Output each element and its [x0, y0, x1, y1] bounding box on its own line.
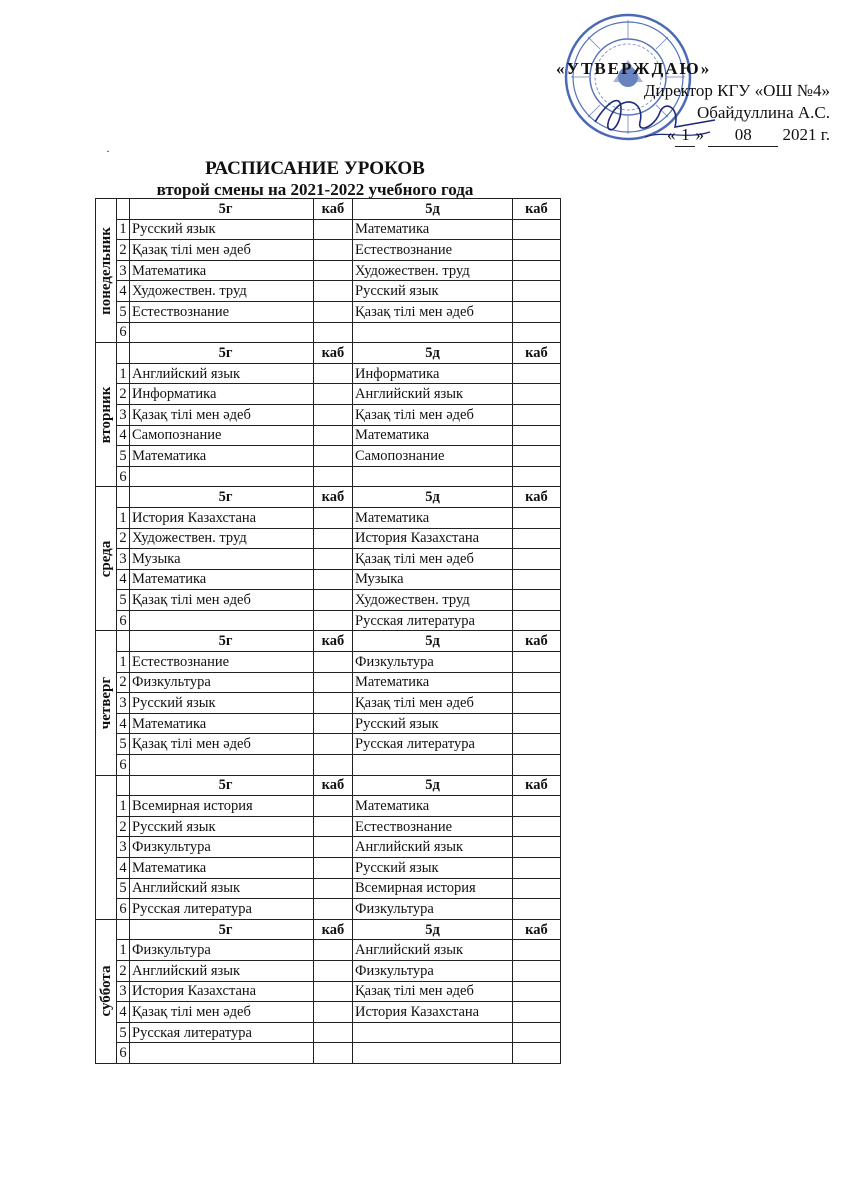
- subject-5g: Қазақ тілі мен әдеб: [130, 240, 314, 261]
- lesson-number: 1: [117, 652, 130, 673]
- lesson-row: [96, 507, 561, 528]
- subject-5g: Художествен. труд: [130, 528, 314, 549]
- room-5d: [513, 507, 561, 528]
- day-name: среда: [98, 540, 114, 578]
- room-5g: [314, 466, 353, 487]
- subject-5d: [353, 1022, 513, 1043]
- lesson-row: [96, 384, 561, 405]
- header-class-5g: 5г: [130, 919, 314, 940]
- subject-5d: Математика: [353, 796, 513, 817]
- room-5d: [513, 610, 561, 631]
- lesson-number: 2: [117, 816, 130, 837]
- approval-date: [540, 124, 830, 147]
- room-5d: [513, 404, 561, 425]
- header-kab-5d: каб: [513, 919, 561, 940]
- subject-5g: Русский язык: [130, 693, 314, 714]
- room-5g: [314, 796, 353, 817]
- header-class-5g: 5г: [130, 775, 314, 796]
- title-line-2: второй смены на 2021-2022 учебного года: [156, 180, 474, 199]
- header-num: [117, 343, 130, 364]
- subject-5d: Математика: [353, 507, 513, 528]
- header-kab-5d: каб: [513, 487, 561, 508]
- lesson-row: [96, 652, 561, 673]
- subject-5d: Қазақ тілі мен әдеб: [353, 301, 513, 322]
- day-header-row: [96, 199, 561, 220]
- room-5g: [314, 1002, 353, 1023]
- lesson-number: 2: [117, 672, 130, 693]
- lesson-number: 6: [117, 466, 130, 487]
- lesson-row: [96, 878, 561, 899]
- subject-5g: Физкультура: [130, 837, 314, 858]
- approval-block: [540, 58, 830, 147]
- lesson-row: [96, 899, 561, 920]
- room-5g: [314, 219, 353, 240]
- lesson-number: 3: [117, 981, 130, 1002]
- day-name: четверг: [98, 676, 114, 730]
- room-5g: [314, 549, 353, 570]
- room-5d: [513, 693, 561, 714]
- room-5g: [314, 878, 353, 899]
- subject-5g: Русская литература: [130, 899, 314, 920]
- subject-5d: Қазақ тілі мен әдеб: [353, 981, 513, 1002]
- subject-5g: Информатика: [130, 384, 314, 405]
- header-kab-5g: каб: [314, 199, 353, 220]
- subject-5d: Музыка: [353, 569, 513, 590]
- lesson-row: [96, 466, 561, 487]
- subject-5g: История Казахстана: [130, 507, 314, 528]
- lesson-row: [96, 219, 561, 240]
- lesson-row: [96, 816, 561, 837]
- subject-5g: Русский язык: [130, 816, 314, 837]
- subject-5g: Русский язык: [130, 219, 314, 240]
- subject-5d: Всемирная история: [353, 878, 513, 899]
- header-class-5d: 5д: [353, 487, 513, 508]
- lesson-number: 4: [117, 1002, 130, 1023]
- header-num: [117, 919, 130, 940]
- room-5d: [513, 590, 561, 611]
- lesson-number: 1: [117, 507, 130, 528]
- room-5d: [513, 384, 561, 405]
- room-5g: [314, 528, 353, 549]
- lesson-number: 5: [117, 446, 130, 467]
- room-5d: [513, 981, 561, 1002]
- lesson-number: 6: [117, 322, 130, 343]
- director-name: Обайдуллина А.С.: [696, 103, 830, 122]
- room-5d: [513, 1043, 561, 1064]
- date-quote-open: «: [666, 125, 676, 144]
- lesson-row: [96, 446, 561, 467]
- subject-5d: Самопознание: [353, 446, 513, 467]
- room-5d: [513, 652, 561, 673]
- lesson-row: [96, 981, 561, 1002]
- lesson-row: [96, 404, 561, 425]
- header-kab-5g: каб: [314, 343, 353, 364]
- room-5d: [513, 240, 561, 261]
- lesson-number: 6: [117, 1043, 130, 1064]
- subject-5g: Английский язык: [130, 878, 314, 899]
- header-class-5d: 5д: [353, 199, 513, 220]
- day-label-cell: [96, 343, 117, 487]
- room-5g: [314, 755, 353, 776]
- room-5g: [314, 301, 353, 322]
- subject-5d: Естествознание: [353, 816, 513, 837]
- room-5g: [314, 446, 353, 467]
- subject-5g: Математика: [130, 569, 314, 590]
- day-label-cell: [96, 631, 117, 775]
- room-5g: [314, 652, 353, 673]
- room-5d: [513, 219, 561, 240]
- room-5d: [513, 446, 561, 467]
- date-day: 1: [675, 124, 695, 147]
- lesson-number: 2: [117, 240, 130, 261]
- header-class-5d: 5д: [353, 343, 513, 364]
- subject-5d: История Казахстана: [353, 1002, 513, 1023]
- room-5d: [513, 837, 561, 858]
- room-5d: [513, 672, 561, 693]
- room-5d: [513, 713, 561, 734]
- room-5d: [513, 755, 561, 776]
- lesson-number: 2: [117, 528, 130, 549]
- subject-5d: Қазақ тілі мен әдеб: [353, 404, 513, 425]
- room-5d: [513, 322, 561, 343]
- lesson-number: 5: [117, 301, 130, 322]
- room-5g: [314, 281, 353, 302]
- lesson-number: 2: [117, 384, 130, 405]
- subject-5g: Математика: [130, 446, 314, 467]
- room-5d: [513, 960, 561, 981]
- date-quote-close: »: [695, 125, 704, 144]
- subject-5g: Қазақ тілі мен әдеб: [130, 734, 314, 755]
- subject-5d: [353, 755, 513, 776]
- lesson-number: 3: [117, 549, 130, 570]
- subject-5g: Английский язык: [130, 363, 314, 384]
- room-5d: [513, 281, 561, 302]
- room-5d: [513, 940, 561, 961]
- lesson-number: 1: [117, 363, 130, 384]
- subject-5g: Английский язык: [130, 960, 314, 981]
- subject-5g: История Казахстана: [130, 981, 314, 1002]
- lesson-number: 6: [117, 755, 130, 776]
- subject-5g: Физкультура: [130, 940, 314, 961]
- day-label-cell: [96, 775, 117, 919]
- lesson-row: [96, 240, 561, 261]
- header-kab-5d: каб: [513, 343, 561, 364]
- header-kab-5g: каб: [314, 919, 353, 940]
- room-5g: [314, 713, 353, 734]
- day-header-row: [96, 631, 561, 652]
- lesson-number: 2: [117, 960, 130, 981]
- lesson-row: [96, 590, 561, 611]
- room-5g: [314, 960, 353, 981]
- lesson-row: [96, 528, 561, 549]
- date-year: 2021 г.: [782, 125, 830, 144]
- day-name: суббота: [98, 965, 114, 1017]
- lesson-number: 6: [117, 899, 130, 920]
- lesson-row: [96, 796, 561, 817]
- lesson-row: [96, 858, 561, 879]
- subject-5d: [353, 1043, 513, 1064]
- room-5g: [314, 1043, 353, 1064]
- subject-5g: Всемирная история: [130, 796, 314, 817]
- subject-5d: Русский язык: [353, 713, 513, 734]
- header-kab-5d: каб: [513, 775, 561, 796]
- header-class-5d: 5д: [353, 775, 513, 796]
- title-line-1: РАСПИСАНИЕ УРОКОВ: [205, 158, 425, 179]
- room-5g: [314, 693, 353, 714]
- subject-5g: Музыка: [130, 549, 314, 570]
- subject-5d: Художествен. труд: [353, 260, 513, 281]
- lesson-number: 6: [117, 610, 130, 631]
- date-month: 08: [708, 124, 778, 147]
- day-label-cell: [96, 487, 117, 631]
- room-5g: [314, 940, 353, 961]
- header-kab-5d: каб: [513, 631, 561, 652]
- lesson-row: [96, 301, 561, 322]
- lesson-row: [96, 1043, 561, 1064]
- subject-5d: История Казахстана: [353, 528, 513, 549]
- lesson-row: [96, 260, 561, 281]
- subject-5d: Қазақ тілі мен әдеб: [353, 549, 513, 570]
- room-5g: [314, 507, 353, 528]
- lesson-number: 3: [117, 693, 130, 714]
- lesson-number: 1: [117, 219, 130, 240]
- subject-5d: Физкультура: [353, 899, 513, 920]
- subject-5d: [353, 466, 513, 487]
- room-5d: [513, 1002, 561, 1023]
- lesson-row: [96, 549, 561, 570]
- room-5d: [513, 260, 561, 281]
- room-5g: [314, 899, 353, 920]
- subject-5g: Естествознание: [130, 652, 314, 673]
- subject-5d: Информатика: [353, 363, 513, 384]
- room-5d: [513, 878, 561, 899]
- lesson-number: 4: [117, 569, 130, 590]
- header-class-5g: 5г: [130, 343, 314, 364]
- lesson-row: [96, 610, 561, 631]
- subject-5g: Самопознание: [130, 425, 314, 446]
- header-class-5d: 5д: [353, 631, 513, 652]
- subject-5g: Естествознание: [130, 301, 314, 322]
- subject-5g: Физкультура: [130, 672, 314, 693]
- room-5g: [314, 672, 353, 693]
- room-5g: [314, 425, 353, 446]
- lesson-row: [96, 425, 561, 446]
- lesson-number: 4: [117, 425, 130, 446]
- subject-5d: Математика: [353, 672, 513, 693]
- subject-5d: Русский язык: [353, 281, 513, 302]
- header-class-5g: 5г: [130, 199, 314, 220]
- lesson-number: 3: [117, 404, 130, 425]
- subject-5g: Математика: [130, 858, 314, 879]
- room-5g: [314, 322, 353, 343]
- lesson-row: [96, 755, 561, 776]
- header-class-5d: 5д: [353, 919, 513, 940]
- lesson-row: [96, 1002, 561, 1023]
- day-name: вторник: [98, 386, 114, 444]
- room-5d: [513, 466, 561, 487]
- room-5d: [513, 528, 561, 549]
- lesson-row: [96, 1022, 561, 1043]
- lesson-number: 1: [117, 796, 130, 817]
- room-5g: [314, 569, 353, 590]
- subject-5d: Математика: [353, 425, 513, 446]
- approval-heading: «УТВЕРЖДАЮ»: [556, 59, 712, 78]
- stray-mark: ·: [106, 144, 110, 158]
- header-num: [117, 199, 130, 220]
- room-5d: [513, 816, 561, 837]
- subject-5g: [130, 322, 314, 343]
- lesson-row: [96, 837, 561, 858]
- header-kab-5g: каб: [314, 631, 353, 652]
- lesson-number: 5: [117, 590, 130, 611]
- director-title: Директор КГУ «ОШ №4»: [643, 81, 830, 100]
- subject-5g: [130, 755, 314, 776]
- lesson-row: [96, 693, 561, 714]
- subject-5d: Русская литература: [353, 610, 513, 631]
- room-5g: [314, 384, 353, 405]
- subject-5g: Русская литература: [130, 1022, 314, 1043]
- subject-5d: Русская литература: [353, 734, 513, 755]
- room-5g: [314, 610, 353, 631]
- header-kab-5g: каб: [314, 775, 353, 796]
- subject-5d: Қазақ тілі мен әдеб: [353, 693, 513, 714]
- room-5g: [314, 816, 353, 837]
- subject-5d: Художествен. труд: [353, 590, 513, 611]
- lesson-number: 5: [117, 878, 130, 899]
- subject-5d: [353, 322, 513, 343]
- header-class-5g: 5г: [130, 631, 314, 652]
- room-5g: [314, 240, 353, 261]
- header-kab-5d: каб: [513, 199, 561, 220]
- header-class-5g: 5г: [130, 487, 314, 508]
- subject-5g: [130, 610, 314, 631]
- day-label-cell: [96, 199, 117, 343]
- lesson-row: [96, 322, 561, 343]
- room-5d: [513, 899, 561, 920]
- subject-5g: [130, 1043, 314, 1064]
- subject-5g: Художествен. труд: [130, 281, 314, 302]
- room-5d: [513, 549, 561, 570]
- header-kab-5g: каб: [314, 487, 353, 508]
- document-title: [100, 158, 530, 200]
- header-num: [117, 631, 130, 652]
- subject-5g: Қазақ тілі мен әдеб: [130, 404, 314, 425]
- lesson-row: [96, 281, 561, 302]
- lesson-row: [96, 940, 561, 961]
- day-header-row: [96, 487, 561, 508]
- lesson-number: 5: [117, 1022, 130, 1043]
- room-5d: [513, 1022, 561, 1043]
- lesson-row: [96, 734, 561, 755]
- subject-5d: Английский язык: [353, 837, 513, 858]
- room-5g: [314, 363, 353, 384]
- lesson-row: [96, 363, 561, 384]
- day-header-row: [96, 775, 561, 796]
- room-5g: [314, 590, 353, 611]
- lesson-number: 3: [117, 260, 130, 281]
- lesson-number: 4: [117, 281, 130, 302]
- lesson-number: 5: [117, 734, 130, 755]
- lesson-number: 4: [117, 858, 130, 879]
- lesson-number: 4: [117, 713, 130, 734]
- subject-5d: Физкультура: [353, 960, 513, 981]
- lesson-row: [96, 960, 561, 981]
- room-5g: [314, 1022, 353, 1043]
- subject-5g: [130, 466, 314, 487]
- subject-5d: Английский язык: [353, 384, 513, 405]
- header-num: [117, 775, 130, 796]
- room-5g: [314, 734, 353, 755]
- subject-5g: Қазақ тілі мен әдеб: [130, 1002, 314, 1023]
- subject-5g: Математика: [130, 713, 314, 734]
- room-5d: [513, 734, 561, 755]
- room-5g: [314, 404, 353, 425]
- room-5d: [513, 858, 561, 879]
- lesson-number: 1: [117, 940, 130, 961]
- day-label-cell: [96, 919, 117, 1063]
- room-5g: [314, 260, 353, 281]
- room-5d: [513, 425, 561, 446]
- lesson-number: 3: [117, 837, 130, 858]
- subject-5d: Русский язык: [353, 858, 513, 879]
- room-5d: [513, 301, 561, 322]
- schedule-table: [95, 198, 561, 1064]
- room-5d: [513, 796, 561, 817]
- room-5d: [513, 569, 561, 590]
- room-5g: [314, 837, 353, 858]
- day-header-row: [96, 343, 561, 364]
- subject-5g: Қазақ тілі мен әдеб: [130, 590, 314, 611]
- subject-5d: Английский язык: [353, 940, 513, 961]
- lesson-row: [96, 672, 561, 693]
- day-header-row: [96, 919, 561, 940]
- subject-5d: Математика: [353, 219, 513, 240]
- subject-5d: Физкультура: [353, 652, 513, 673]
- day-name: понедельник: [98, 226, 114, 315]
- header-num: [117, 487, 130, 508]
- room-5d: [513, 363, 561, 384]
- lesson-row: [96, 713, 561, 734]
- room-5g: [314, 981, 353, 1002]
- subject-5d: Естествознание: [353, 240, 513, 261]
- room-5g: [314, 858, 353, 879]
- subject-5g: Математика: [130, 260, 314, 281]
- lesson-row: [96, 569, 561, 590]
